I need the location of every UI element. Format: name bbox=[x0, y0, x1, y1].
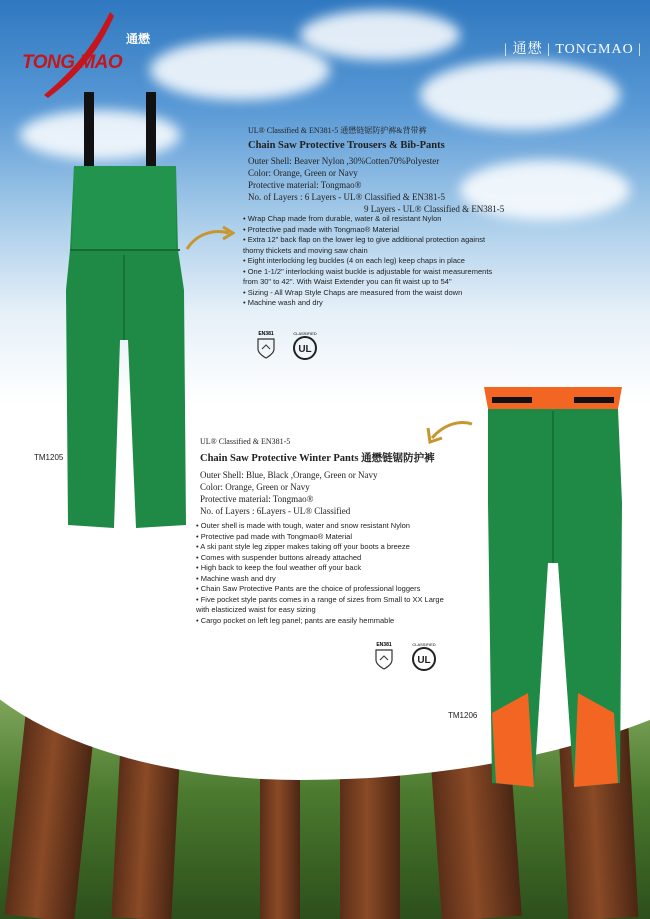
spec-line: No. of Layers : 6Layers - UL® Classified bbox=[200, 506, 351, 516]
list-item: • Machine wash and dry bbox=[196, 573, 276, 583]
ul-classified-badge bbox=[409, 643, 439, 678]
logo-text: TONG MAO bbox=[22, 52, 123, 73]
logo-chinese: 通懋 bbox=[126, 32, 151, 46]
spec-line: 9 Layers - UL® Classified & EN381-5 bbox=[364, 204, 505, 214]
product-code-tm1206: TM1206 bbox=[448, 711, 478, 720]
product1-title: Chain Saw Protective Trousers & Bib-Pants bbox=[248, 140, 445, 151]
product1-standards: UL® Classified & EN381-5 通懋链锯防护裤&背带裤 bbox=[248, 126, 427, 135]
spec-line: Color: Orange, Green or Navy bbox=[200, 482, 310, 492]
product-code-tm1205: TM1205 bbox=[34, 453, 64, 462]
list-item: • One 1-1/2" interlocking waist buckle is adjustable for waist measurements from 30" to 42". With Waist Extender you can fit waist up to 54" bbox=[243, 266, 493, 286]
list-item: • Comes with suspender buttons already attached bbox=[196, 552, 362, 562]
list-item: • Machine wash and dry bbox=[243, 298, 323, 307]
en381-badge bbox=[374, 642, 394, 675]
list-item: • Five pocket style pants comes in a range of sizes from Small to XX Large with elasticized waist for easy sizing bbox=[196, 594, 444, 614]
list-item: • Eight interlocking leg buckles (4 on each leg) keep chaps in place bbox=[243, 256, 465, 265]
arrow-right-icon bbox=[185, 225, 235, 255]
ul-classified-badge bbox=[290, 332, 320, 367]
spec-line: Color: Orange, Green or Navy bbox=[248, 168, 358, 178]
list-item: • Cargo pocket on left leg panel; pants are easily hemmable bbox=[196, 615, 395, 625]
classified-label: CLASSIFIED bbox=[412, 642, 436, 647]
spec-line: No. of Layers : 6 Layers - UL® Classified & EN381-5 bbox=[248, 192, 446, 202]
brand-tag: | 通懋 | TONGMAO | bbox=[504, 42, 642, 57]
brand-logo bbox=[14, 10, 164, 100]
product2-info bbox=[200, 437, 460, 517]
en381-badge bbox=[256, 331, 276, 364]
en381-label: EN381 bbox=[258, 331, 274, 337]
product2-specs bbox=[200, 469, 460, 517]
product1-bullets bbox=[243, 214, 505, 309]
ul-logo-icon bbox=[290, 332, 320, 362]
list-item: • Sizing - All Wrap Style Chaps are measured from the waist down bbox=[243, 287, 463, 297]
spec-line: Outer Shell: Blue, Black ,Orange, Green or Navy bbox=[200, 470, 378, 480]
spec-line: Protective material: Tongmao® bbox=[200, 494, 314, 504]
list-item: • Outer shell is made with tough, water and snow resistant Nylon bbox=[196, 521, 410, 530]
en381-label: EN381 bbox=[376, 642, 392, 648]
list-item: • Protective pad made with Tongmao® Material bbox=[243, 224, 400, 234]
product2-title: Chain Saw Protective Winter Pants 通懋链锯防护裤 bbox=[200, 453, 435, 464]
svg-text:UL: UL bbox=[417, 655, 431, 666]
list-item: • Protective pad made with Tongmao® Material bbox=[196, 531, 353, 541]
bib-pants-image bbox=[60, 90, 190, 535]
product1-info bbox=[248, 125, 508, 215]
ul-logo-icon bbox=[409, 643, 439, 673]
spec-line: Outer Shell: Beaver Nylon ,30%Cotten70%Polyester bbox=[248, 156, 440, 166]
product2-standards: UL® Classified & EN381-5 bbox=[200, 437, 291, 446]
list-item: • Wrap Chap made from durable, water & oil resistant Nylon bbox=[243, 214, 442, 223]
list-item: • A ski pant style leg zipper makes taking off your boots a breeze bbox=[196, 542, 410, 551]
winter-pants-image bbox=[478, 383, 628, 793]
product1-specs bbox=[248, 155, 508, 215]
spec-line: Protective material: Tongmao® bbox=[248, 180, 362, 190]
product2-bullets bbox=[196, 521, 458, 626]
shield-icon bbox=[374, 648, 394, 670]
classified-label: CLASSIFIED bbox=[293, 331, 317, 336]
shield-icon bbox=[256, 337, 276, 359]
list-item: • Chain Saw Protective Pants are the choice of professional loggers bbox=[196, 584, 421, 593]
list-item: • Extra 12" back flap on the lower leg to give additional protection against thorny thickets and moving saw chain bbox=[243, 235, 486, 255]
list-item: • High back to keep the foul weather off your back bbox=[196, 563, 362, 572]
svg-text:UL: UL bbox=[298, 344, 312, 355]
